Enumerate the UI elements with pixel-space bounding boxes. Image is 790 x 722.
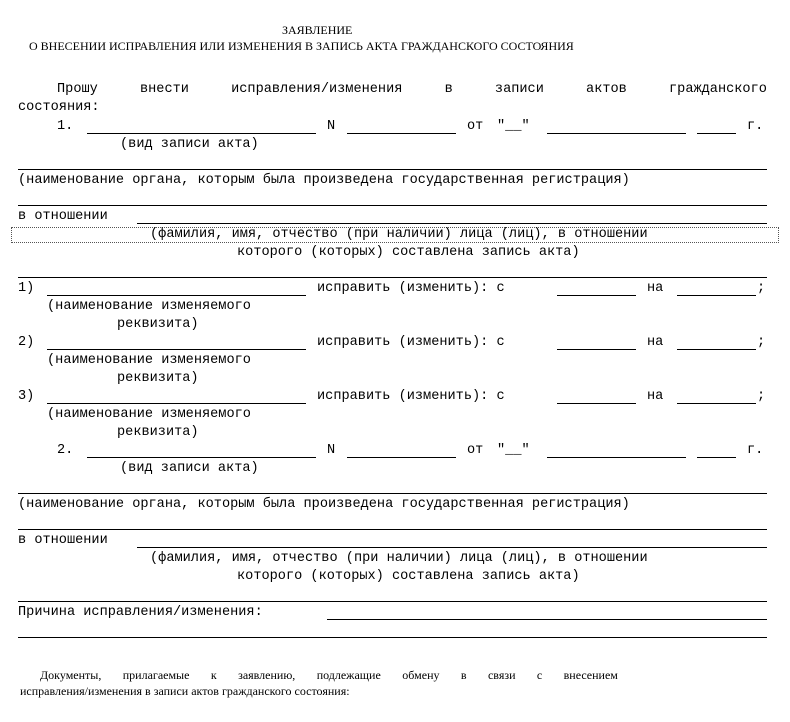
- to-label: на: [647, 281, 664, 296]
- documents-line-2: исправления/изменения в записи актов гражданского состояния:: [20, 684, 350, 698]
- requisite-caption-2: реквизита): [117, 425, 199, 440]
- to-label: на: [647, 389, 664, 404]
- date-day-field[interactable]: "__": [497, 119, 530, 134]
- fix-label: исправить (изменить): с: [317, 335, 505, 350]
- documents-word: подлежащие: [316, 668, 381, 682]
- documents-word: заявлению,: [238, 668, 296, 682]
- requisite-field[interactable]: [47, 295, 306, 296]
- intro-line-2: состояния:: [18, 100, 100, 115]
- year-suffix: г.: [747, 119, 764, 134]
- intro-word: записи: [494, 82, 544, 97]
- in-respect-label: в отношении: [18, 533, 108, 548]
- requisite-field[interactable]: [47, 349, 306, 350]
- change-number: 3): [18, 389, 35, 404]
- date-year-field[interactable]: [697, 457, 736, 458]
- documents-line-1: [40, 667, 618, 683]
- act-type-field[interactable]: [87, 457, 316, 458]
- documents-word: к: [210, 668, 217, 682]
- intro-word: Прошу: [57, 82, 98, 97]
- fix-label: исправить (изменить): с: [317, 281, 505, 296]
- new-value-field[interactable]: [677, 349, 756, 350]
- requisite-caption-1: (наименование изменяемого: [47, 353, 251, 368]
- change-number: 2): [18, 335, 35, 350]
- old-value-field[interactable]: [557, 295, 636, 296]
- organ-field[interactable]: [18, 169, 767, 170]
- organ-caption: (наименование органа, которым была произведена государственная регистрация): [18, 497, 630, 512]
- reason-field[interactable]: [327, 619, 767, 620]
- requisite-caption-1: (наименование изменяемого: [47, 407, 251, 422]
- organ-field-2[interactable]: [18, 205, 767, 206]
- documents-word: связи: [487, 668, 516, 682]
- change-number: 1): [18, 281, 35, 296]
- intro-word: в: [444, 82, 453, 97]
- fix-label: исправить (изменить): с: [317, 389, 505, 404]
- number-label: N: [327, 119, 336, 134]
- in-respect-label: в отношении: [18, 209, 108, 224]
- act-type-caption: (вид записи акта): [120, 461, 259, 476]
- semicolon: ;: [757, 389, 766, 404]
- intro-word: внести: [139, 82, 189, 97]
- date-year-field[interactable]: [697, 133, 736, 134]
- old-value-field[interactable]: [557, 349, 636, 350]
- documents-word: прилагаемые: [122, 668, 190, 682]
- act-number-field[interactable]: [347, 133, 456, 134]
- act-type-field[interactable]: [87, 133, 316, 134]
- act-number-field[interactable]: [347, 457, 456, 458]
- documents-word: Документы,: [40, 668, 102, 682]
- year-suffix: г.: [747, 443, 764, 458]
- intro-word: исправления/изменения: [231, 82, 403, 97]
- person-field[interactable]: [137, 223, 767, 224]
- documents-word: внесением: [563, 668, 618, 682]
- date-month-field[interactable]: [547, 457, 686, 458]
- semicolon: ;: [757, 335, 766, 350]
- intro-word: актов: [586, 82, 627, 97]
- person-caption-2: которого (которых) составлена запись акта): [237, 245, 580, 260]
- new-value-field[interactable]: [677, 403, 756, 404]
- intro-word: гражданского: [669, 82, 767, 97]
- person-field[interactable]: [137, 547, 767, 548]
- date-day-field[interactable]: "__": [497, 443, 530, 458]
- organ-caption: (наименование органа, которым была произведена государственная регистрация): [18, 173, 630, 188]
- requisite-caption-1: (наименование изменяемого: [47, 299, 251, 314]
- organ-field[interactable]: [18, 493, 767, 494]
- new-value-field[interactable]: [677, 295, 756, 296]
- to-label: на: [647, 335, 664, 350]
- from-label: от: [467, 119, 484, 134]
- intro-line: [57, 82, 767, 98]
- requisite-field[interactable]: [47, 403, 306, 404]
- requisite-caption-2: реквизита): [117, 317, 199, 332]
- record-number: 2.: [57, 443, 74, 458]
- old-value-field[interactable]: [557, 403, 636, 404]
- reason-label: Причина исправления/изменения:: [18, 605, 263, 620]
- person-field-2[interactable]: [18, 277, 767, 278]
- documents-word: обмену: [402, 668, 440, 682]
- record-number: 1.: [57, 119, 74, 134]
- document-subtitle: О ВНЕСЕНИИ ИСПРАВЛЕНИЯ ИЛИ ИЗМЕНЕНИЯ В ЗАПИСЬ АКТА ГРАЖДАНСКОГО СОСТОЯНИЯ: [29, 39, 574, 53]
- person-caption-1: (фамилия, имя, отчество (при наличии) лица (лиц), в отношении: [150, 227, 648, 242]
- documents-word: с: [536, 668, 543, 682]
- reason-field-2[interactable]: [18, 637, 767, 638]
- requisite-caption-2: реквизита): [117, 371, 199, 386]
- semicolon: ;: [757, 281, 766, 296]
- person-caption-1: (фамилия, имя, отчество (при наличии) лица (лиц), в отношении: [150, 551, 648, 566]
- from-label: от: [467, 443, 484, 458]
- number-label: N: [327, 443, 336, 458]
- documents-word: в: [460, 668, 467, 682]
- document-title: ЗАЯВЛЕНИЕ: [282, 23, 353, 37]
- person-caption-2: которого (которых) составлена запись акта): [237, 569, 580, 584]
- person-field-2[interactable]: [18, 601, 767, 602]
- organ-field-2[interactable]: [18, 529, 767, 530]
- date-month-field[interactable]: [547, 133, 686, 134]
- act-type-caption: (вид записи акта): [120, 137, 259, 152]
